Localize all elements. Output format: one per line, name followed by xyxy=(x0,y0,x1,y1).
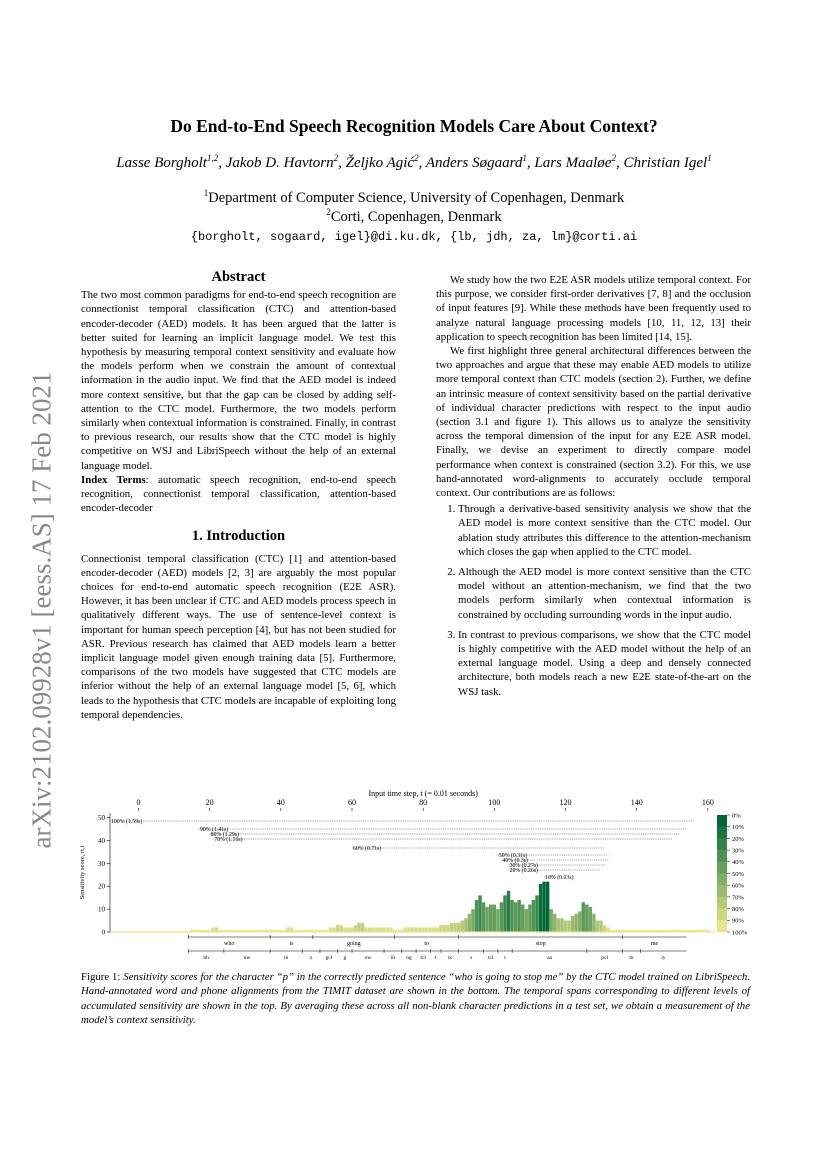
x-tick-label: 0 xyxy=(136,798,141,807)
phone-label: t xyxy=(434,955,437,961)
arxiv-identifier: arXiv:2102.09928v1 [eess.AS] 17 Feb 2021 xyxy=(26,371,57,849)
colorbar-label: 70% xyxy=(732,894,744,902)
word-label: to xyxy=(424,941,430,947)
sensitivity-bar xyxy=(599,921,602,932)
x-tick-label: 40 xyxy=(276,798,285,807)
sensitivity-bar xyxy=(532,900,535,932)
sensitivity-bar xyxy=(446,925,449,932)
contribution-item: 1. Through a derivative-based sensitivity analysis we show that the AED model is more context sensitive than the CTC model. Our ablation study attributes this difference to the attention-mechanism which closes the gap when applied to the CTC model. xyxy=(458,502,751,559)
phone-label: pcl xyxy=(601,955,609,961)
x-tick-label: 20 xyxy=(205,798,214,807)
sensitivity-bar xyxy=(336,925,339,932)
sensitivity-bar xyxy=(364,927,367,932)
affiliation-2: $^2$Corti, Copenhagen, Denmark xyxy=(326,207,502,225)
phone-label: ih xyxy=(390,955,396,961)
y-tick-label: 30 xyxy=(98,859,105,868)
span-label: 80% (1.29s) xyxy=(210,832,239,839)
sensitivity-bar xyxy=(407,927,410,932)
sensitivity-bar xyxy=(332,927,335,932)
sensitivity-bar xyxy=(386,927,389,932)
phone-label: iy xyxy=(661,955,666,961)
sensitivity-bar xyxy=(525,909,528,932)
colorbar-label: 20% xyxy=(732,835,744,843)
y-tick-label: 50 xyxy=(98,814,105,823)
sensitivity-bar xyxy=(290,927,293,932)
email-list: {borgholt, sogaard, igel}@di.ku.dk, {lb, jdh, za, lm}@corti.ai xyxy=(190,230,638,244)
sensitivity-bar xyxy=(354,925,357,932)
sensitivity-bar xyxy=(496,909,499,932)
sensitivity-bar xyxy=(329,927,332,932)
y-axis-label: Sensitivity score, rt,i xyxy=(79,845,86,900)
sensitivity-bar xyxy=(567,921,570,932)
sensitivity-bar xyxy=(457,923,460,932)
sensitivity-bar xyxy=(582,902,585,932)
sensitivity-bar xyxy=(382,927,385,932)
sensitivity-bar xyxy=(343,927,346,932)
sensitivity-bar xyxy=(592,914,595,932)
sensitivity-bar xyxy=(375,927,378,932)
sensitivity-bar xyxy=(432,927,435,932)
colorbar-segment xyxy=(717,838,727,850)
sensitivity-bar xyxy=(340,925,343,932)
colorbar-label: 60% xyxy=(732,882,744,890)
colorbar-segment xyxy=(717,874,727,886)
span-label: 100% (1.59s) xyxy=(111,819,143,826)
colorbar-label: 0% xyxy=(732,812,741,820)
intro-heading: 1. Introduction xyxy=(191,528,286,545)
sensitivity-bar xyxy=(546,882,549,932)
span-label: 20% (0.26s) xyxy=(509,868,538,875)
left-column xyxy=(81,270,396,722)
sensitivity-bar xyxy=(557,918,560,932)
sensitivity-bar xyxy=(578,911,581,932)
abstract-heading: Abstract xyxy=(211,269,266,285)
sensitivity-bar xyxy=(443,925,446,932)
x-tick-label: 100 xyxy=(488,798,501,807)
phone-label: aa xyxy=(547,955,552,961)
sensitivity-bar xyxy=(603,925,606,932)
sensitivity-bar xyxy=(596,921,599,932)
right-column xyxy=(436,273,751,705)
phone-label: gcl xyxy=(325,955,333,961)
word-label: me xyxy=(650,941,659,947)
phone-label: t xyxy=(504,955,506,961)
sensitivity-bar xyxy=(539,884,542,932)
span-label: 90% (1.41s) xyxy=(199,827,229,834)
sensitivity-bar xyxy=(564,921,567,932)
sensitivity-bar xyxy=(528,905,531,932)
sensitivity-bar xyxy=(418,927,421,932)
word-label: stop xyxy=(535,941,546,947)
sensitivity-bar xyxy=(347,927,350,932)
word-label: who xyxy=(224,941,235,947)
abstract-body: The two most common paradigms for end-to-end speech recognition are connectionist temporal classification (CTC) and attention-based encoder-decoder (AED) models. It has been argued that the latter is better suited for learning an implicit language model. We test this hypothesis by measuring temporal context sensitivity and evaluate how the models perform when we constrain the amount of contextual information in the audio input. We find that the AED model is indeed more context sensitive, but that the gap can be closed by adding self-attention to the CTC model. Furthermore, the two models perform similarly when contextual information is constrained. Finally, in contrast to previous research, our results show that the CTC model is highly competitive on WSJ and LibriSpeech without the help of an external language model. xyxy=(81,289,396,472)
sensitivity-bar xyxy=(368,927,371,932)
sensitivity-bar xyxy=(286,927,289,932)
sensitivity-bar xyxy=(574,914,577,932)
sensitivity-bar xyxy=(411,927,414,932)
sensitivity-bar xyxy=(464,918,467,932)
contribution-item: 2. Although the AED model is more context sensitive than the CTC model without an attention-mechanism, we find that the two models perform similarly when contextual information is constrained by occluding surrounding words in the input audio. xyxy=(458,565,751,622)
index-terms-text: : automatic speech recognition, end-to-end speech recognition, connectionist temporal classification, attention-based encoder-decoder xyxy=(81,473,396,515)
y-tick-label: 10 xyxy=(98,905,105,914)
sensitivity-bar xyxy=(453,923,456,932)
caption-text: Sensitivity scores for the character “p” in the correctly predicted sentence “who is going to stop me” by the CTC model trained on LibriSpeech. Hand-annotated word and phone alignments from the TIMIT dataset are shown in the bottom. The temporal spans corresponding to different levels of accumulated sensitivity are shown in the top. By averaging these across all non-blank character predictions in a test set, we obtain a measurement of the model’s context sensitivity. xyxy=(81,971,750,1027)
sensitivity-bar xyxy=(542,882,545,932)
index-terms xyxy=(81,473,396,516)
colorbar-segment xyxy=(717,920,727,932)
sensitivity-bar xyxy=(350,927,353,932)
sensitivity-bar xyxy=(478,895,481,932)
phone-label: ix xyxy=(447,955,453,961)
sensitivity-bar xyxy=(414,927,417,932)
index-terms-label: Index Terms xyxy=(81,473,146,486)
sensitivity-bar xyxy=(439,925,442,932)
span-label: 60% (0.71s) xyxy=(353,846,382,853)
sensitivity-bar xyxy=(514,902,517,932)
sensitivity-bar xyxy=(553,914,556,932)
paper-title: Do End-to-End Speech Recognition Models Care About Context? xyxy=(170,116,658,136)
sensitivity-bar xyxy=(468,914,471,932)
colorbar-segment xyxy=(717,815,727,827)
colorbar-label: 50% xyxy=(732,870,744,878)
contribution-item: 3. In contrast to previous comparisons, we show that the CTC model is highly competitive with the AED model without the help of an external language model. Using a deep and densely connected architecture, both models reach a new E2E state-of-the-art on the WSJ task. xyxy=(458,628,751,699)
y-tick-label: 20 xyxy=(98,882,105,891)
x-tick-label: 160 xyxy=(701,798,714,807)
sensitivity-bar xyxy=(571,916,574,932)
sensitivity-bar xyxy=(421,927,424,932)
span-label: 10% (0.03s) xyxy=(545,875,574,882)
sensitivity-figure xyxy=(70,785,760,965)
sensitivity-bar xyxy=(507,891,510,932)
sensitivity-bar xyxy=(215,927,218,932)
sensitivity-bar xyxy=(535,895,538,932)
colorbar-label: 10% xyxy=(732,824,744,832)
phone-label: g xyxy=(343,955,347,961)
word-label: going xyxy=(346,941,361,947)
x-tick-label: 80 xyxy=(419,798,428,807)
sensitivity-bar xyxy=(461,921,464,932)
contribution-list xyxy=(436,502,751,699)
sensitivity-bar xyxy=(379,927,382,932)
phone-label: uw xyxy=(243,955,251,961)
intro-body: Connectionist temporal classification (CTC) [1] and attention-based encoder-decoder (AED) models [2, 3] are arguably the most popular choices for end-to-end automatic speech recognition (E2E ASR). However, it has been unclear if CTC and AED models process speech in qualitatively different ways. The use of sentence-level context is important for human speech perception [4], but has not been studied for ASR. Previous research has claimed that AED models learn a better implicit language model given enough training data [5]. Furthermore, comparisons of the two models have suggested that CTC models are inferior without the help of an external language model [5, 6], which leads to the hypothesis that CTC models are incapable of exploiting long temporal dependencies. xyxy=(81,552,396,721)
phone-label: m xyxy=(629,955,634,961)
colorbar-segment xyxy=(717,885,727,897)
y-tick-label: 40 xyxy=(98,836,105,845)
word-label: is xyxy=(289,941,294,947)
sensitivity-bar xyxy=(357,923,360,932)
phone-label: ow xyxy=(364,955,372,961)
figure-caption xyxy=(81,970,750,1028)
affiliation-1: $^1$Department of Computer Science, University of Copenhagen, Denmark xyxy=(203,188,625,206)
sensitivity-bar xyxy=(503,895,506,932)
phone-label: s xyxy=(470,955,473,961)
colorbar-segment xyxy=(717,827,727,839)
sensitivity-bar xyxy=(429,927,432,932)
phone-label: tcl xyxy=(488,955,494,961)
sensitivity-bar xyxy=(425,927,428,932)
sensitivity-bar xyxy=(436,927,439,932)
phone-label: ih xyxy=(284,955,289,961)
sensitivity-bar xyxy=(606,927,609,932)
colorbar-label: 30% xyxy=(732,847,744,855)
phone-label: z xyxy=(309,955,313,961)
caption-label: Figure 1: xyxy=(81,971,121,983)
right-paragraph-2: We first highlight three general architectural differences between the two approaches and argue that these may enable AED models to utilize more temporal context than CTC models (section 2). Further, we define an intrinsic measure of context sensitivity based on the partial derivative of individual character predictions with respect to the input audio (section 3.1 and figure 1). This allows us to analyze the sensitivity across the temporal dimension of the input for any E2E ASR model. Finally, we devise an experiment to directly compare model performance when context is constrained (section 3.2). For this, we use hand-annotated word-alignments to accurately occlude temporal context. Our contributions are as follows: xyxy=(436,345,751,500)
arxiv-sidebar xyxy=(22,350,62,870)
sensitivity-bar xyxy=(372,927,375,932)
sensitivity-bar xyxy=(517,900,520,932)
sensitivity-bar xyxy=(211,927,214,932)
right-paragraph-1: We study how the two E2E ASR models utilize temporal context. For this purpose, we consider first-order derivatives [7, 8] and the occlusion of input features [9]. While these methods have been frequently used to analyze natural language processing models [10, 11, 12, 13] their application to speech recognition has been limited [14, 15]. xyxy=(436,274,751,343)
colorbar-label: 100% xyxy=(732,929,748,937)
colorbar-segment xyxy=(717,862,727,874)
colorbar-label: 40% xyxy=(732,859,744,867)
span-label: 50% (0.31s) xyxy=(498,853,528,860)
phone-label: ng xyxy=(406,955,412,961)
y-tick-label: 0 xyxy=(101,928,105,937)
sensitivity-bar xyxy=(404,927,407,932)
sensitivity-bar xyxy=(500,902,503,932)
colorbar-segment xyxy=(717,897,727,909)
sensitivity-bar xyxy=(510,900,513,932)
sensitivity-bar xyxy=(361,923,364,932)
colorbar-label: 90% xyxy=(732,917,744,925)
sensitivity-bar xyxy=(485,907,488,932)
author-list: Lasse Borgholt$^{1,2}$, Jakob D. Havtorn$^2$, Željko Agić$^2$, Anders Søgaard$^1$, Lars Maaløe$^2$, Christian Igel$^1$ xyxy=(116,153,712,171)
sensitivity-bar xyxy=(482,902,485,932)
x-tick-label: 140 xyxy=(630,798,643,807)
sensitivity-bar xyxy=(585,905,588,932)
x-tick-label: 120 xyxy=(559,798,572,807)
sensitivity-bar xyxy=(389,927,392,932)
sensitivity-bar xyxy=(475,900,478,932)
x-tick-label: 60 xyxy=(348,798,356,807)
phone-label: tcl xyxy=(420,955,426,961)
sensitivity-bar xyxy=(589,907,592,932)
colorbar-segment xyxy=(717,909,727,921)
span-label: 40% (0.3s) xyxy=(502,858,528,865)
sensitivity-bar xyxy=(450,923,453,932)
colorbar-label: 80% xyxy=(732,906,744,913)
sensitivity-bar xyxy=(550,909,553,932)
colorbar-segment xyxy=(717,850,727,862)
span-label: 70% (1.16s) xyxy=(214,837,243,844)
span-label: 30% (0.27s) xyxy=(509,863,538,870)
sensitivity-bar xyxy=(489,905,492,932)
sensitivity-bar xyxy=(521,905,524,932)
sensitivity-bar xyxy=(471,909,474,932)
sensitivity-bar xyxy=(560,918,563,932)
sensitivity-bar xyxy=(493,905,496,932)
phone-label: hh xyxy=(203,955,209,961)
x-axis-label: Input time step, t (= 0.01 seconds) xyxy=(368,789,478,798)
